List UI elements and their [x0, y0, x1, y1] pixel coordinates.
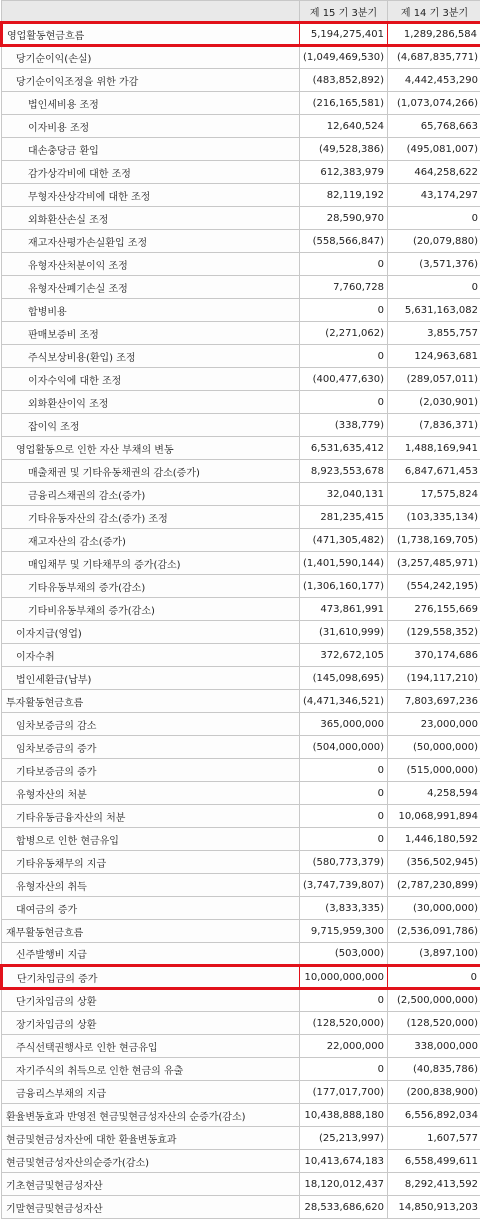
row-label: 매출채권 및 기타유동채권의 감소(증가) — [2, 460, 300, 483]
value-current-period: (177,017,700) — [300, 1081, 388, 1104]
table-row — [2, 1058, 480, 1081]
table-row — [2, 575, 480, 598]
value-prior-period: (103,335,134) — [388, 506, 480, 529]
value-prior-period: 4,258,594 — [388, 782, 480, 805]
row-label: 신주발행비 지급 — [2, 943, 300, 966]
value-current-period: (558,566,847) — [300, 230, 388, 253]
row-label: 영업활동으로 인한 자산 부채의 변동 — [2, 437, 300, 460]
value-current-period: 22,000,000 — [300, 1035, 388, 1058]
value-prior-period: 7,803,697,236 — [388, 690, 480, 713]
table-row — [2, 322, 480, 345]
value-current-period: (504,000,000) — [300, 736, 388, 759]
value-current-period: (471,305,482) — [300, 529, 388, 552]
value-prior-period: (50,000,000) — [388, 736, 480, 759]
row-label: 기타비유동부채의 증가(감소) — [2, 598, 300, 621]
value-prior-period: 43,174,297 — [388, 184, 480, 207]
row-label: 주식선택권행사로 인한 현금유입 — [2, 1035, 300, 1058]
value-current-period: 8,923,553,678 — [300, 460, 388, 483]
row-label: 대여금의 증가 — [2, 897, 300, 920]
value-prior-period: 370,174,686 — [388, 644, 480, 667]
table-row — [2, 184, 480, 207]
table-row — [2, 391, 480, 414]
row-label: 영업활동현금흐름 — [2, 23, 300, 46]
value-prior-period: 6,847,671,453 — [388, 460, 480, 483]
value-current-period: 0 — [300, 989, 388, 1012]
value-prior-period: (3,571,376) — [388, 253, 480, 276]
row-label: 기초현금및현금성자산 — [2, 1173, 300, 1196]
value-prior-period: (2,536,091,786) — [388, 920, 480, 943]
table-row — [2, 115, 480, 138]
row-label: 법인세비용 조정 — [2, 92, 300, 115]
row-label: 법인세환급(납부) — [2, 667, 300, 690]
row-label: 감가상각비에 대한 조정 — [2, 161, 300, 184]
row-label: 유형자산처분이익 조정 — [2, 253, 300, 276]
row-label: 합병비용 — [2, 299, 300, 322]
value-prior-period: 5,631,163,082 — [388, 299, 480, 322]
value-current-period: 0 — [300, 391, 388, 414]
value-current-period: 7,760,728 — [300, 276, 388, 299]
table-row — [2, 483, 480, 506]
table-row — [2, 828, 480, 851]
row-label: 기타유동자산의 감소(증가) 조정 — [2, 506, 300, 529]
table-row — [2, 299, 480, 322]
value-current-period: (2,271,062) — [300, 322, 388, 345]
value-current-period: 9,715,959,300 — [300, 920, 388, 943]
row-label: 유형자산의 취득 — [2, 874, 300, 897]
value-current-period: (1,401,590,144) — [300, 552, 388, 575]
value-current-period: 0 — [300, 253, 388, 276]
value-prior-period: 0 — [388, 207, 480, 230]
value-prior-period: 6,558,499,611 — [388, 1150, 480, 1173]
table-row — [2, 966, 480, 989]
table-row — [2, 368, 480, 391]
value-current-period: 372,672,105 — [300, 644, 388, 667]
value-prior-period: (1,073,074,266) — [388, 92, 480, 115]
value-current-period: (400,477,630) — [300, 368, 388, 391]
table-row — [2, 1150, 480, 1173]
value-prior-period: (2,030,901) — [388, 391, 480, 414]
table-row — [2, 1173, 480, 1196]
value-prior-period: (515,000,000) — [388, 759, 480, 782]
value-prior-period: 124,963,681 — [388, 345, 480, 368]
table-header-row — [2, 1, 480, 23]
value-prior-period: 6,556,892,034 — [388, 1104, 480, 1127]
value-prior-period: 276,155,669 — [388, 598, 480, 621]
row-label: 임차보증금의 증가 — [2, 736, 300, 759]
value-current-period: 365,000,000 — [300, 713, 388, 736]
row-label: 투자활동현금흐름 — [2, 690, 300, 713]
value-prior-period: 10,068,991,894 — [388, 805, 480, 828]
value-prior-period: 8,292,413,592 — [388, 1173, 480, 1196]
value-prior-period: (554,242,195) — [388, 575, 480, 598]
value-current-period: (145,098,695) — [300, 667, 388, 690]
value-prior-period: (2,787,230,899) — [388, 874, 480, 897]
table-row — [2, 851, 480, 874]
value-prior-period: 1,607,577 — [388, 1127, 480, 1150]
row-label: 주식보상비용(환입) 조정 — [2, 345, 300, 368]
table-row — [2, 230, 480, 253]
row-label: 금융리스부채의 지급 — [2, 1081, 300, 1104]
table-row — [2, 690, 480, 713]
row-label: 잡이익 조정 — [2, 414, 300, 437]
value-prior-period: 338,000,000 — [388, 1035, 480, 1058]
row-label: 이자지급(영업) — [2, 621, 300, 644]
table-row — [2, 138, 480, 161]
table-row — [2, 874, 480, 897]
value-current-period: 18,120,012,437 — [300, 1173, 388, 1196]
row-label: 판매보증비 조정 — [2, 322, 300, 345]
value-prior-period: (356,502,945) — [388, 851, 480, 874]
value-current-period: 10,413,674,183 — [300, 1150, 388, 1173]
value-current-period: 0 — [300, 828, 388, 851]
table-row — [2, 253, 480, 276]
value-prior-period: (7,836,371) — [388, 414, 480, 437]
row-label: 환율변동효과 반영전 현금및현금성자산의 순증가(감소) — [2, 1104, 300, 1127]
value-prior-period: (495,081,007) — [388, 138, 480, 161]
row-label: 무형자산상각비에 대한 조정 — [2, 184, 300, 207]
value-prior-period: 14,850,913,203 — [388, 1196, 480, 1219]
table-row — [2, 345, 480, 368]
row-label: 대손충당금 환입 — [2, 138, 300, 161]
value-prior-period: (3,257,485,971) — [388, 552, 480, 575]
row-label: 재무활동현금흐름 — [2, 920, 300, 943]
table-row — [2, 92, 480, 115]
table-row — [2, 1035, 480, 1058]
row-label: 유형자산의 처분 — [2, 782, 300, 805]
value-current-period: 28,590,970 — [300, 207, 388, 230]
row-label: 재고자산의 감소(증가) — [2, 529, 300, 552]
value-prior-period: (30,000,000) — [388, 897, 480, 920]
value-prior-period: 1,289,286,584 — [388, 23, 480, 46]
row-label: 외화환산이익 조정 — [2, 391, 300, 414]
value-prior-period: 17,575,824 — [388, 483, 480, 506]
table-row — [2, 161, 480, 184]
value-prior-period: 0 — [388, 966, 480, 989]
table-row — [2, 46, 480, 69]
table-row — [2, 1012, 480, 1035]
value-prior-period: (4,687,835,771) — [388, 46, 480, 69]
table-row — [2, 897, 480, 920]
table-row — [2, 1127, 480, 1150]
row-label: 단기차입금의 증가 — [2, 966, 300, 989]
table-row — [2, 989, 480, 1012]
value-current-period: (4,471,346,521) — [300, 690, 388, 713]
value-current-period: 281,235,415 — [300, 506, 388, 529]
value-prior-period: 1,446,180,592 — [388, 828, 480, 851]
row-label: 매입채무 및 기타채무의 증가(감소) — [2, 552, 300, 575]
value-prior-period: 464,258,622 — [388, 161, 480, 184]
value-current-period: (3,747,739,807) — [300, 874, 388, 897]
value-current-period: 612,383,979 — [300, 161, 388, 184]
table-row — [2, 437, 480, 460]
value-current-period: 10,438,888,180 — [300, 1104, 388, 1127]
value-current-period: (1,049,469,530) — [300, 46, 388, 69]
value-prior-period: 1,488,169,941 — [388, 437, 480, 460]
value-prior-period: (3,897,100) — [388, 943, 480, 966]
table-row — [2, 644, 480, 667]
row-label: 외화환산손실 조정 — [2, 207, 300, 230]
value-prior-period: 65,768,663 — [388, 115, 480, 138]
table-row — [2, 736, 480, 759]
value-current-period: (31,610,999) — [300, 621, 388, 644]
row-label: 기타유동부채의 증가(감소) — [2, 575, 300, 598]
row-label: 재고자산평가손실환입 조정 — [2, 230, 300, 253]
table-row — [2, 667, 480, 690]
table-row — [2, 69, 480, 92]
row-label: 유형자산폐기손실 조정 — [2, 276, 300, 299]
header-period-prior: 제 14 기 3분기 — [388, 1, 480, 23]
value-current-period: (216,165,581) — [300, 92, 388, 115]
row-label: 임차보증금의 감소 — [2, 713, 300, 736]
table-row — [2, 920, 480, 943]
table-row — [2, 276, 480, 299]
value-current-period: (49,528,386) — [300, 138, 388, 161]
row-label: 이자수익에 대한 조정 — [2, 368, 300, 391]
row-label: 단기차입금의 상환 — [2, 989, 300, 1012]
header-label — [2, 1, 300, 23]
table-row — [2, 506, 480, 529]
value-current-period: 28,533,686,620 — [300, 1196, 388, 1219]
value-current-period: (338,779) — [300, 414, 388, 437]
value-current-period: 32,040,131 — [300, 483, 388, 506]
table-row — [2, 460, 480, 483]
value-prior-period: (1,738,169,705) — [388, 529, 480, 552]
value-prior-period: (2,500,000,000) — [388, 989, 480, 1012]
value-current-period: 473,861,991 — [300, 598, 388, 621]
row-label: 기말현금및현금성자산 — [2, 1196, 300, 1219]
value-current-period: 0 — [300, 759, 388, 782]
value-prior-period: 0 — [388, 276, 480, 299]
value-current-period: (25,213,997) — [300, 1127, 388, 1150]
value-current-period: (483,852,892) — [300, 69, 388, 92]
row-label: 당기순이익(손실) — [2, 46, 300, 69]
value-prior-period: 3,855,757 — [388, 322, 480, 345]
table-row — [2, 598, 480, 621]
value-current-period: 0 — [300, 345, 388, 368]
value-prior-period: (194,117,210) — [388, 667, 480, 690]
table-row — [2, 621, 480, 644]
value-current-period: 82,119,192 — [300, 184, 388, 207]
value-current-period: (1,306,160,177) — [300, 575, 388, 598]
value-current-period: 0 — [300, 299, 388, 322]
table-row — [2, 805, 480, 828]
row-label: 이자수취 — [2, 644, 300, 667]
row-label: 기타유동금융자산의 처분 — [2, 805, 300, 828]
value-current-period: 6,531,635,412 — [300, 437, 388, 460]
table-row — [2, 414, 480, 437]
table-body — [2, 23, 480, 1219]
value-current-period: 0 — [300, 1058, 388, 1081]
table-row — [2, 759, 480, 782]
row-label: 합병으로 인한 현금유입 — [2, 828, 300, 851]
value-current-period: 12,640,524 — [300, 115, 388, 138]
table-row — [2, 207, 480, 230]
value-current-period: (128,520,000) — [300, 1012, 388, 1035]
value-current-period: 5,194,275,401 — [300, 23, 388, 46]
value-prior-period: (40,835,786) — [388, 1058, 480, 1081]
row-label: 기타유동채무의 지급 — [2, 851, 300, 874]
row-label: 이자비용 조정 — [2, 115, 300, 138]
value-prior-period: 4,442,453,290 — [388, 69, 480, 92]
table-row — [2, 552, 480, 575]
value-current-period: 10,000,000,000 — [300, 966, 388, 989]
value-current-period: 0 — [300, 805, 388, 828]
value-prior-period: (20,079,880) — [388, 230, 480, 253]
table-row — [2, 943, 480, 966]
value-prior-period: (289,057,011) — [388, 368, 480, 391]
value-prior-period: (200,838,900) — [388, 1081, 480, 1104]
table-row — [2, 713, 480, 736]
row-label: 현금및현금성자산의순증가(감소) — [2, 1150, 300, 1173]
value-current-period: (580,773,379) — [300, 851, 388, 874]
row-label: 장기차입금의 상환 — [2, 1012, 300, 1035]
value-current-period: (3,833,335) — [300, 897, 388, 920]
row-label: 현금및현금성자산에 대한 환율변동효과 — [2, 1127, 300, 1150]
value-current-period: (503,000) — [300, 943, 388, 966]
value-prior-period: 23,000,000 — [388, 713, 480, 736]
table-row — [2, 782, 480, 805]
table-row — [2, 23, 480, 46]
table-row — [2, 1196, 480, 1219]
header-period-current: 제 15 기 3분기 — [300, 1, 388, 23]
row-label: 금융리스채권의 감소(증가) — [2, 483, 300, 506]
table-row — [2, 529, 480, 552]
value-prior-period: (129,558,352) — [388, 621, 480, 644]
value-prior-period: (128,520,000) — [388, 1012, 480, 1035]
row-label: 당기순이익조정을 위한 가감 — [2, 69, 300, 92]
row-label: 기타보증금의 증가 — [2, 759, 300, 782]
row-label: 자기주식의 취득으로 인한 현금의 유출 — [2, 1058, 300, 1081]
value-current-period: 0 — [300, 782, 388, 805]
table-row — [2, 1081, 480, 1104]
table-row — [2, 1104, 480, 1127]
